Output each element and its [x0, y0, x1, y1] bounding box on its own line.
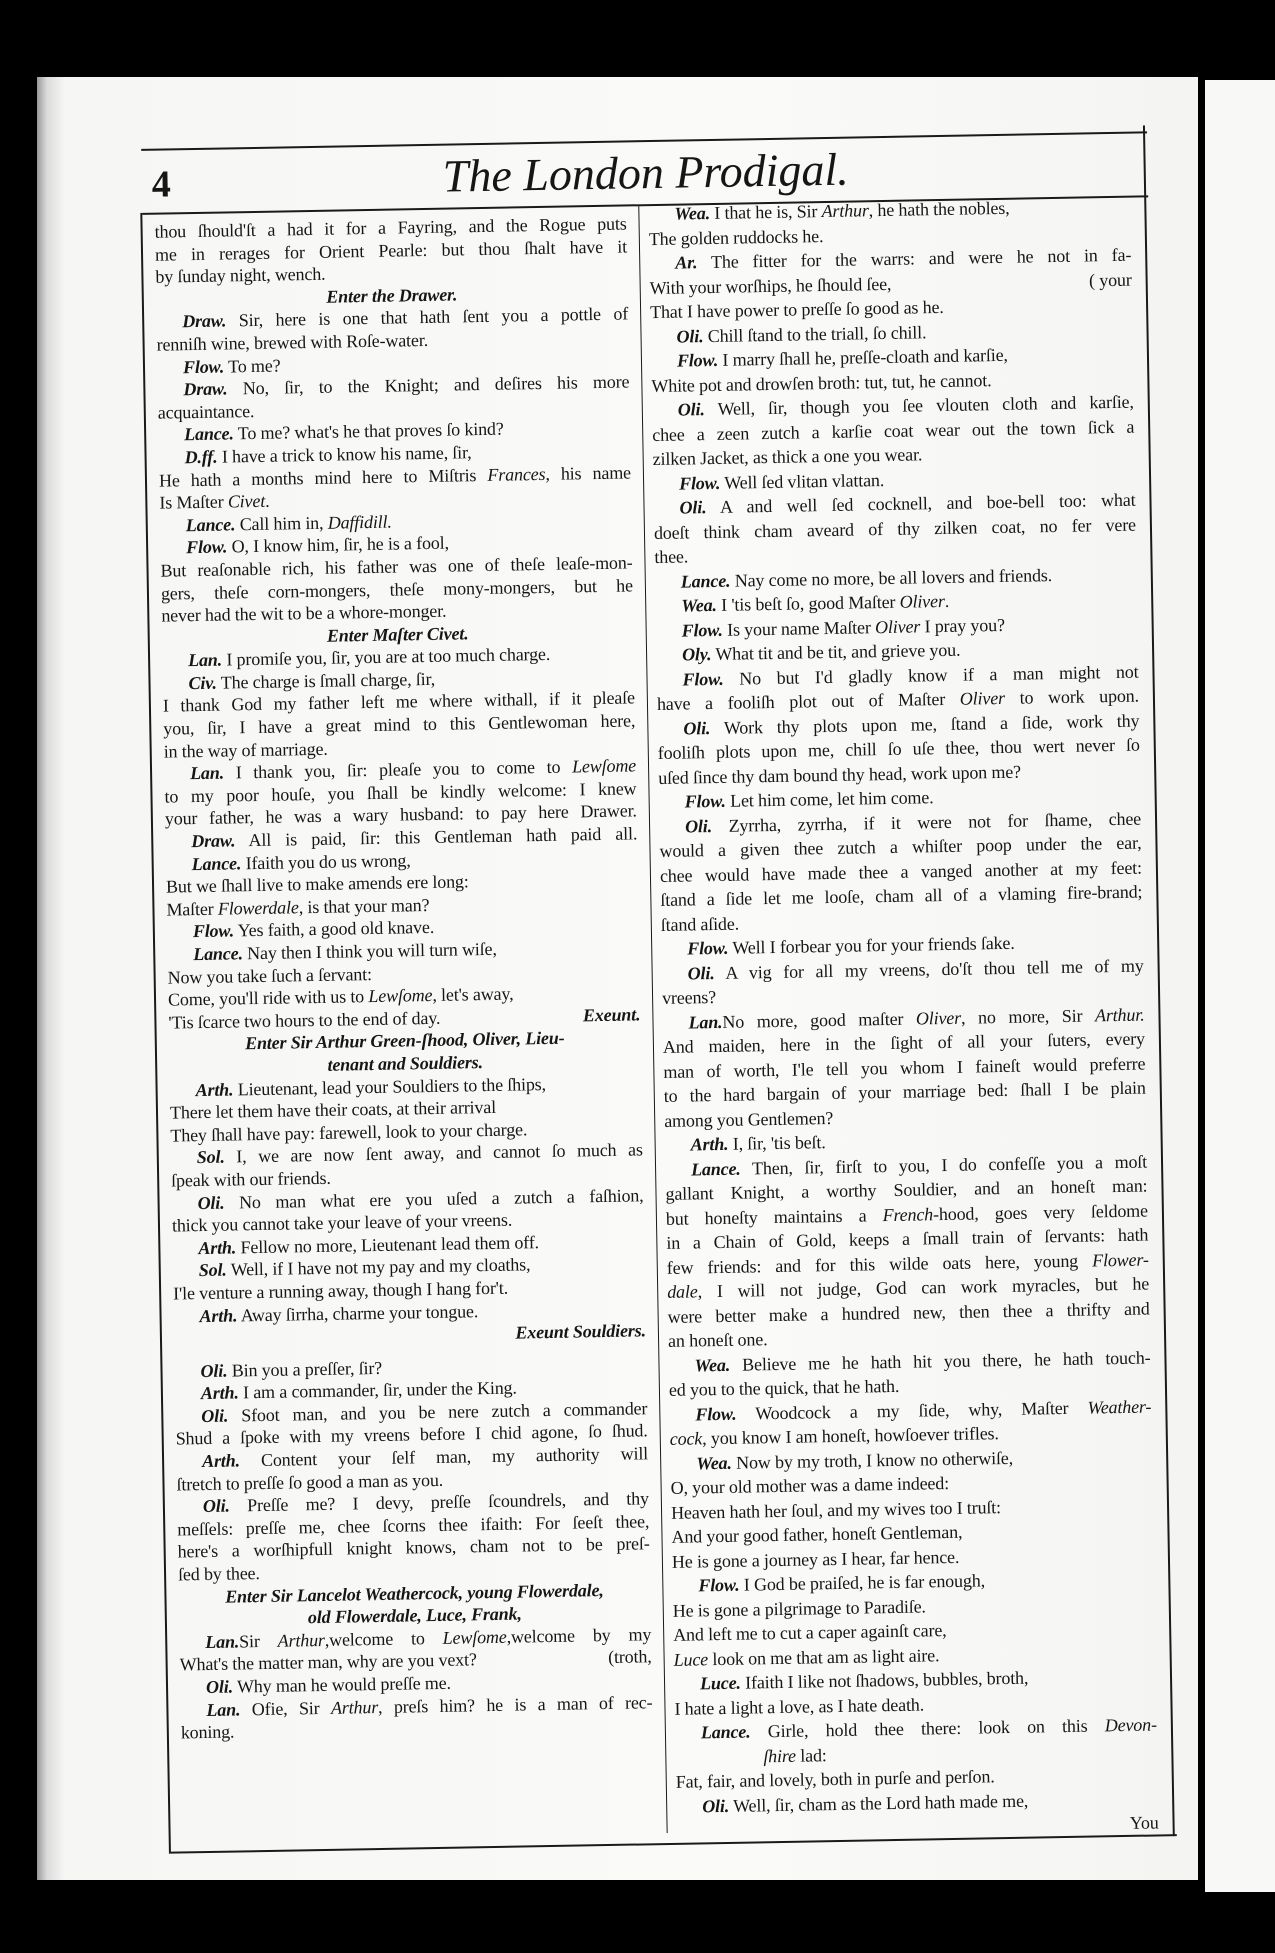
text-segment: White pot and drowſen broth: tut, tut, he cannot.: [651, 369, 992, 396]
text-segment: And maiden, here in the ſight of all your ſuters, every: [662, 1028, 1146, 1057]
text-segment: , you know I am honeſt, howſoever trifles.: [701, 1423, 999, 1449]
text-segment: chee a zeen zutch a karſie coat wear out the town ſick a: [652, 416, 1135, 445]
italic-name: Arthur.: [1094, 1004, 1145, 1025]
text-segment: man of worth, I'le tell you whom I faineſt would preferre: [663, 1053, 1146, 1082]
italic-name: Daffidill.: [327, 511, 392, 533]
italic-name: Luce: [673, 1648, 709, 1670]
speaker-name: Flow.: [682, 668, 724, 690]
text-segment: here's a worſhipfull knight knows, cham not to be preſ-: [177, 1533, 650, 1562]
text-segment: Fat, fair, and lovely, both in purſe and perſon.: [675, 1766, 995, 1792]
text-segment: thou ſhould'ſt a had it for a Fayring, and the Rogue puts: [154, 213, 627, 242]
speaker-name: Wea.: [694, 1354, 731, 1375]
text-segment: Now you take ſuch a ſervant:: [167, 963, 373, 988]
text-segment: I have a trick to know his name, ſir,: [217, 442, 472, 467]
text-segment: And left me to cut a caper againſt care,: [673, 1620, 947, 1645]
italic-name: Frances: [487, 463, 546, 485]
text-segment: Lieutenant, lead your Souldiers to the ſhips,: [233, 1073, 547, 1100]
italic-name: French: [882, 1203, 934, 1225]
text-segment: Well, ſir, cham as the Lord hath made me,: [728, 1790, 1029, 1816]
speaker-name: Oli.: [205, 1676, 234, 1698]
text-segment: to work upon.: [1004, 685, 1140, 708]
text-segment: in the way of marriage.: [163, 738, 328, 762]
text-segment: That I have power to preſſe ſo good as he.: [649, 296, 944, 323]
italic-name: Lewſome: [571, 755, 637, 777]
text-segment: doeſt think cham aveard of thy zilken coat, no fer vere: [653, 514, 1137, 543]
text-segment: Believe me he hath hit you there, he hath touch-: [729, 1346, 1151, 1375]
text-segment: uſed ſince thy dam bound thy head, work upon me?: [658, 761, 1022, 788]
printed-page: [147, 131, 1173, 1853]
text-segment: , his name: [545, 461, 632, 484]
text-segment: The charge is ſmall charge, ſir,: [216, 668, 436, 693]
text-segment: among you Gentlemen?: [664, 1107, 834, 1131]
text-segment: Content your ſelf man, my authority will: [239, 1443, 649, 1471]
text-segment: No man what ere you uſed a zutch a faſhion,: [224, 1184, 644, 1213]
text-segment: Fellow no more, Lieutenant lead them off.: [235, 1231, 540, 1258]
text-segment: , let's away,: [432, 983, 514, 1006]
speaker-name: Lan.: [187, 649, 223, 671]
facing-page-edge: [1205, 80, 1275, 1892]
speaker-name: Civ.: [188, 672, 217, 694]
text-segment: ſtand a ſide let me looſe, cham all of a vlaming fire-brand;: [660, 881, 1143, 910]
text-segment: gallant Knight, a worthy Souldier, and an honeſt man:: [665, 1175, 1148, 1204]
speaker-name: Oli.: [200, 1360, 228, 1381]
text-segment: , is that your man?: [298, 894, 430, 918]
text-segment: I, ſir, 'tis beſt.: [728, 1132, 826, 1154]
text-segment: Exeunt Souldiers.: [515, 1320, 647, 1343]
speaker-name: Sol.: [198, 1259, 227, 1281]
text-segment: lad:: [795, 1744, 827, 1766]
text-segment: gers, theſe corn-mongers, theſe mony-mongers, but he: [160, 574, 634, 604]
text-segment: -hood, goes very ſeldome: [932, 1200, 1149, 1224]
speaker-name: Lance.: [191, 852, 242, 874]
text-segment: , preſs him? he is a man of rec-: [377, 1691, 653, 1717]
speaker-name: Lan.: [206, 1699, 241, 1720]
text-segment: Now by my troth, I know no otherwiſe,: [731, 1447, 1014, 1473]
turnover-text: (troth,: [607, 1646, 652, 1668]
text-segment: No, ſir, to the Knight; and deſires his more: [227, 371, 630, 399]
speaker-name: Lance.: [680, 570, 731, 592]
speaker-name: Lance.: [193, 943, 244, 965]
text-segment: There let them have their coats, at their arrival: [169, 1097, 497, 1123]
text-segment: to my poor houſe, you ſhall be kindly welcome: I knew: [164, 778, 637, 807]
text-segment: few friends: and for this wilde oats here, young: [666, 1250, 1093, 1278]
speaker-name: Flow.: [182, 356, 225, 377]
text-segment: to the hard bargain of your marriage bed: ſhall I be plain: [663, 1077, 1146, 1106]
italic-name: Weather-: [1087, 1395, 1152, 1418]
speaker-name: Oly.: [681, 644, 712, 665]
text-segment: Enter Sir Arthur Green-ſhood, Oliver, Lieu-: [244, 1028, 565, 1054]
text-segment: O, your old mother was a dame indeed:: [670, 1473, 950, 1498]
text-segment: A vig for all my vreens, do'ſt thou tell me of my: [714, 955, 1144, 983]
text-segment: Call him in,: [235, 512, 328, 535]
text-segment: have a fooliſh plot out of Maſter: [656, 688, 960, 715]
text-segment: I thank you, ſir: pleaſe you to come to: [223, 756, 573, 783]
text-segment: But we ſhall live to make amends ere long:: [165, 871, 469, 897]
text-segment: renniſh wine, brewed with Roſe-water.: [156, 329, 429, 355]
left-column: [154, 212, 653, 1744]
speaker-name: Wea.: [674, 203, 711, 224]
text-segment: Work thy plots upon me, ſtand a ſide, work thy: [710, 710, 1140, 738]
text-segment: Then, ſir, firſt to you, I do confeſſe you a moſt: [740, 1151, 1148, 1179]
speaker-name: Oli.: [202, 1495, 230, 1517]
text-segment: No but I'd gladly know if a man might not: [723, 661, 1139, 689]
text-segment: You: [1129, 1812, 1159, 1833]
text-segment: ed you to the quick, that he hath.: [668, 1375, 900, 1400]
text-segment: I'le venture a running away, though I hang for't.: [173, 1277, 509, 1304]
text-segment: All is paid, ſir: this Gentleman hath paid all.: [235, 823, 638, 851]
text-segment: I thank God my father left me where withall, if it pleaſe: [162, 687, 636, 717]
text-segment: Why man he would preſſe me.: [232, 1672, 452, 1697]
text-segment: The fitter for the warrs: and were he not in fa-: [697, 244, 1132, 273]
text-segment: Enter Sir Lancelot Weathercock, young Flowerdale,: [225, 1579, 604, 1607]
text-segment: Shud a ſpoke with my vreens before I chid agone, ſo ſhud.: [175, 1420, 648, 1449]
text-segment: by ſunday night, wench.: [155, 263, 326, 287]
page-number: 4: [151, 163, 172, 206]
text-segment: I that he is, Sir: [709, 201, 822, 224]
italic-name: Arthur: [821, 200, 869, 222]
speaker-name: Arth.: [200, 1382, 239, 1404]
speaker-name: D.ff.: [184, 446, 218, 468]
text-segment: Sir: [238, 1630, 278, 1652]
right-column: [648, 194, 1159, 1844]
text-segment: Ofie, Sir: [240, 1697, 332, 1720]
text-segment: With your worſhips, he ſhould ſee,: [649, 273, 892, 298]
text-segment: thick you cannot take your leave of your vreens.: [171, 1209, 513, 1236]
text-segment: He is gone a pilgrimage to Paradiſe.: [672, 1595, 926, 1621]
text-segment: Well, if I have not my pay and my cloaths,: [226, 1254, 531, 1280]
text-segment: ſpeak with our friends.: [171, 1167, 331, 1191]
speaker-name: Flow.: [687, 937, 729, 959]
italic-name: Devon-: [1104, 1714, 1158, 1736]
italic-name: Arthur: [330, 1696, 379, 1718]
text-segment: meſſels: preſſe me, chee ſcorns thee ifaith: For ſeeſt thee,: [177, 1511, 650, 1540]
text-segment: Yes faith, a good old knave.: [233, 917, 435, 941]
text-segment: He is gone a journey as I hear, far hence.: [671, 1546, 960, 1572]
speaker-name: Arth.: [195, 1079, 234, 1100]
text-segment: To me?: [223, 355, 281, 377]
speaker-name: Oli.: [683, 717, 711, 739]
speaker-name: Lan.: [688, 1011, 723, 1033]
italic-name: Oliver: [915, 1007, 962, 1029]
text-segment: an honeſt one.: [667, 1329, 768, 1351]
speaker-name: Lance.: [700, 1721, 751, 1743]
text-segment: Zyrrha, zyrrha, if it were not for ſhame, chee: [711, 808, 1142, 836]
text-segment: in a Chain of Gold, keeps a ſmall train of ſervants: hath: [666, 1224, 1149, 1253]
speaker-name: Flow.: [695, 1403, 737, 1424]
text-segment: Nay then I think you will turn wiſe,: [242, 938, 497, 964]
text-segment: chee would have made thee a vanged another at my feet:: [659, 857, 1143, 886]
italic-name: Civet: [227, 490, 266, 512]
speaker-name: Draw.: [182, 310, 227, 332]
speaker-name: Wea.: [681, 594, 717, 616]
speaker-name: Wea.: [696, 1452, 732, 1473]
text-segment: They ſhall have pay: farewell, look to your charge.: [170, 1119, 528, 1146]
text-segment: Sfoot man, and you be nere zutch a commander: [228, 1398, 648, 1426]
text-segment: A and well ſed cocknell, and boe-bell too: what: [706, 489, 1136, 518]
text-segment: I marry ſhall he, preſſe-cloath and karſie,: [717, 344, 1008, 370]
text-segment: , I will not judge, God can work myracles, but he: [697, 1273, 1150, 1302]
text-segment: fooliſh plots upon me, chill ſo uſe thee, thou wert never ſo: [657, 734, 1140, 764]
text-segment: Girle, hold thee there: look on this: [750, 1715, 1105, 1742]
speaker-name: Oli.: [677, 399, 705, 420]
text-segment: were better make a hundred new, then thee a thrifty and: [667, 1298, 1150, 1327]
text-segment: The golden ruddocks he.: [648, 225, 824, 249]
speaker-name: Flow.: [185, 536, 228, 558]
text-segment: Sir, here is one that hath ſent you a pottle of: [226, 303, 629, 331]
speaker-name: Lan.: [189, 762, 225, 784]
text-segment: Preſſe me? I devy, preſſe ſcoundrels, and thy: [229, 1488, 650, 1516]
running-title: The London Prodigal.: [442, 143, 850, 202]
speaker-name: Draw.: [183, 378, 228, 400]
text-segment: Enter Maſter Civet.: [326, 622, 469, 646]
italic-name: ſhire: [763, 1745, 797, 1766]
text-segment: ,welcome by my: [506, 1624, 652, 1647]
text-segment: ſed by thee.: [177, 1563, 260, 1585]
speaker-name: Lan.: [205, 1631, 240, 1652]
text-segment: thee.: [654, 546, 689, 568]
speaker-name: Oli.: [676, 325, 704, 347]
speaker-name: Arth.: [198, 1237, 237, 1258]
speaker-name: Flow.: [676, 349, 719, 371]
text-segment: Chill ſtand to the triall, ſo chill.: [703, 321, 927, 346]
text-segment: And your good father, honeſt Gentleman,: [671, 1521, 963, 1547]
speaker-name: Sol.: [196, 1146, 225, 1168]
speaker-name: Flow.: [678, 472, 721, 494]
text-segment: I am a commander, ſir, under the King.: [238, 1377, 517, 1403]
text-segment: , no more, Sir: [960, 1004, 1096, 1028]
text-segment: Well, ſir, though you ſee vlouten cloth and karſie,: [704, 391, 1134, 420]
text-segment: Well I forbear you for your friends ſake.: [728, 932, 1015, 958]
text-segment: Is your name Maſter: [722, 616, 876, 640]
speaker-name: Lance.: [184, 423, 234, 445]
text-segment: Come, you'll ride with us to: [167, 986, 369, 1010]
text-segment: your father, he was a wary husband: to pay here Drawer.: [164, 800, 638, 830]
text-segment: I God be praiſed, he is far enough,: [739, 1570, 986, 1595]
speaker-name: Lance.: [185, 514, 236, 535]
text-segment: Ifaith you do us wrong,: [241, 849, 411, 873]
text-segment: Is Maſter: [159, 491, 229, 513]
italic-name: dale: [667, 1281, 698, 1302]
italic-name: Arthur: [277, 1629, 325, 1651]
text-segment: , he hath the nobles,: [868, 197, 1010, 221]
text-segment: I, we are now ſent away, and cannot ſo much as: [224, 1139, 643, 1167]
text-segment: tenant and Souldiers.: [327, 1052, 484, 1075]
text-segment: look on me that am as light aire.: [707, 1644, 940, 1669]
speaker-name: Flow.: [698, 1574, 740, 1596]
speaker-name: Arth.: [201, 1450, 241, 1472]
text-segment: never had the wit to be a whore-monger.: [161, 600, 447, 626]
italic-name: Lewſome: [442, 1626, 507, 1648]
text-segment: Maſter: [166, 898, 219, 920]
text-segment: I pray you?: [919, 614, 1005, 636]
text-segment: Enter the Drawer.: [326, 284, 458, 307]
text-segment: .: [264, 490, 270, 511]
text-segment: Bin you a preſſer, ſir?: [227, 1357, 383, 1381]
text-segment: To me? what's he that proves ſo kind?: [233, 418, 504, 444]
stage-direction: Exeunt.: [582, 1004, 641, 1026]
italic-name: Oliver: [959, 687, 1006, 709]
italic-name: Flower-: [1091, 1249, 1149, 1270]
text-segment: zilken Jacket, as thick a one you wear.: [652, 444, 923, 470]
speaker-name: Ar.: [675, 252, 698, 273]
text-segment: but honeſty maintains a: [665, 1204, 883, 1229]
text-segment: I hate a light a love, as I hate death.: [674, 1694, 925, 1719]
text-segment: Nay come no more, be all lovers and friends.: [730, 564, 1053, 591]
italic-name: Flowerdale: [217, 897, 299, 919]
turnover-text: ( your: [1088, 269, 1132, 290]
text-segment: He hath a months mind here to Miſtris: [158, 464, 488, 491]
text-segment: I 'tis beſt ſo, good Maſter: [716, 591, 900, 615]
text-segment: koning.: [180, 1721, 235, 1743]
text-segment: would a given thee zutch a whiſter poop under the ear,: [659, 832, 1142, 861]
text-segment: What's the matter man, why are you vext?: [179, 1649, 477, 1675]
text-segment: ſtand aſide.: [660, 913, 740, 935]
speaker-name: Oli.: [679, 497, 707, 518]
speaker-name: Flow.: [684, 790, 726, 812]
speaker-name: Flow.: [192, 920, 235, 942]
text-segment: me in rerages for Orient Pearle: but thou ſhalt have it: [154, 236, 628, 265]
text-segment: Woodcock a my ſide, why, Maſter: [736, 1397, 1088, 1424]
text-segment: Ifaith I like not ſhadows, bubbles, broth,: [740, 1667, 1029, 1693]
speaker-name: Arth.: [690, 1133, 729, 1155]
text-segment: What tit and be tit, and grieve you.: [711, 639, 961, 665]
text-segment: Heaven hath her ſoul, and my wives too I truſt:: [670, 1496, 1002, 1523]
text-segment: 'Tis ſcarce two hours to the end of day.: [168, 1007, 441, 1033]
speaker-name: Arth.: [199, 1304, 238, 1326]
text-segment: No more, good maſter: [722, 1008, 917, 1032]
speaker-name: Draw.: [191, 830, 236, 852]
speaker-name: Oli.: [684, 815, 713, 837]
italic-name: cock: [669, 1428, 703, 1449]
speaker-name: Lance.: [690, 1158, 741, 1179]
text-segment: ,welcome to: [324, 1627, 443, 1650]
text-segment: O, I know him, ſir, he is a fool,: [227, 532, 450, 557]
text-segment: old Flowerdale, Luce, Frank,: [307, 1603, 522, 1628]
italic-name: Oliver: [874, 615, 921, 637]
italic-name: Oliver: [899, 590, 945, 612]
speaker-name: Oli.: [197, 1192, 225, 1213]
speaker-name: Luce.: [699, 1672, 741, 1694]
speaker-name: Flow.: [681, 619, 723, 641]
text-segment: I promiſe you, ſir, you are at too much charge.: [221, 644, 551, 670]
text-segment: Away ſirrha, charme your tongue.: [237, 1300, 479, 1325]
text-segment: Well ſed vlitan vlattan.: [720, 469, 885, 493]
text-segment: Let him come, let him come.: [725, 787, 934, 811]
speaker-name: Oli.: [201, 1405, 229, 1426]
text-segment: .: [944, 590, 950, 611]
text-segment: ſtretch to preſſe ſo good a man as you.: [176, 1469, 444, 1495]
speaker-name: Oli.: [687, 962, 715, 984]
italic-name: Lewſome: [368, 985, 433, 1007]
speaker-name: Oli.: [702, 1795, 730, 1816]
text-segment: acquaintance.: [157, 400, 255, 423]
text-segment: vreens?: [661, 987, 717, 1008]
text-segment: you, ſir, I have a great mind to this Gentlewoman here,: [163, 710, 636, 739]
text-segment: But reaſonable rich, his father was one of theſe leaſe-mon-: [160, 552, 633, 581]
